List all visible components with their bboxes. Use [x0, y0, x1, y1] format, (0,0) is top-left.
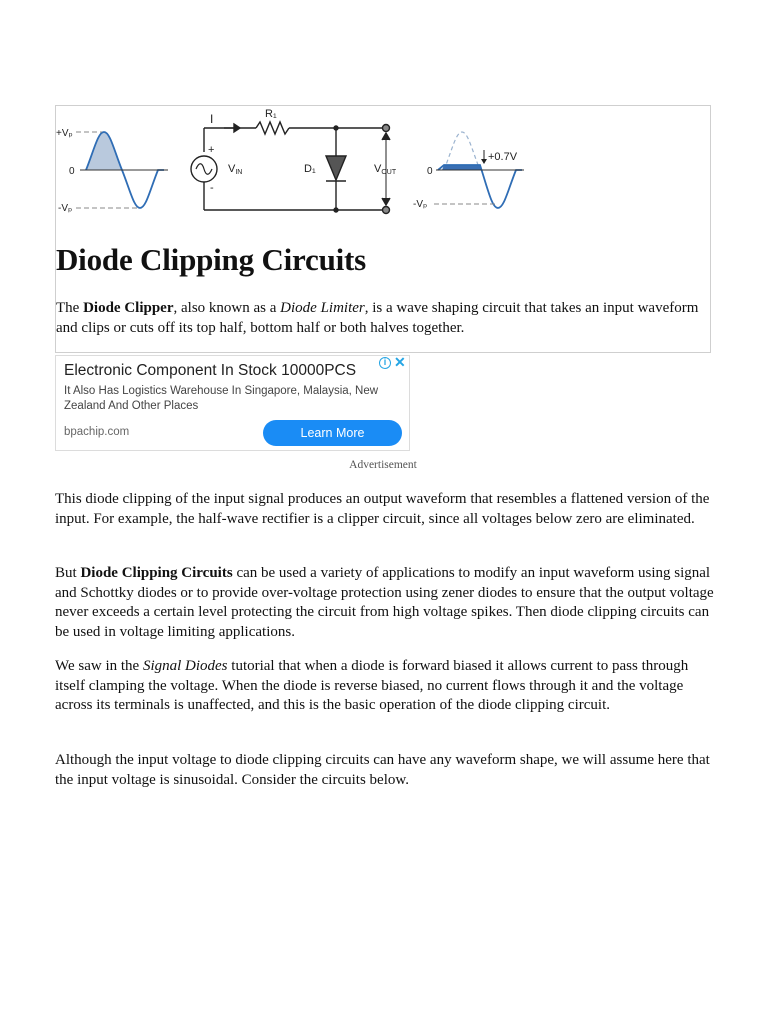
clipping-circuit-diagram [56, 106, 710, 236]
paragraph-1: This diode clipping of the input signal produces an output waveform that resembles a flattened version of the input. For example, the half-wave rectifier is a clipper circuit, since all voltages below zero are eliminated. [55, 491, 710, 527]
intro-text: , is a wave shaping circuit that takes an input waveform and clips or cuts off its top half, bottom half or both halves together. [56, 300, 699, 336]
signal-diodes-link[interactable]: Signal Diodes [142, 658, 228, 674]
paragraph-text: But [55, 565, 81, 581]
vin-label: VIN [228, 163, 243, 176]
paragraph-2 [55, 564, 715, 642]
ad-domain[interactable]: bpachip.com [64, 426, 130, 438]
output-sine-wave [438, 165, 522, 208]
source-minus-label: - [210, 182, 214, 194]
paragraph-4: Although the input voltage to diode clipping circuits can have any waveform shape, we will assume here that the input voltage is sinusoidal. Consider the circuits below. [55, 752, 710, 788]
output-clip-label: +0.7V [488, 151, 518, 163]
diode-d1 [326, 156, 346, 180]
paragraph-3 [55, 657, 715, 716]
output-terminal-top [383, 125, 390, 132]
input-waveform [56, 128, 168, 214]
input-plus-vp-label: +Vₚ [56, 128, 73, 139]
page-title: Diode Clipping Circuits [56, 242, 367, 277]
advertisement-banner[interactable] [55, 355, 410, 451]
input-positive-fill [86, 132, 122, 170]
paragraph-text: tutorial that when a diode is forward biased it allows current to pass through itself clamping the voltage. When the diode is reverse biased, no current flows through it and the voltage across its terminals is unaffected, and this is the basic operation of the diode clipping circuit. [55, 658, 689, 714]
vout-label: VOUT [374, 163, 397, 176]
resistor-label: R₁ [265, 108, 277, 120]
intro-text: , also known as a [173, 300, 281, 316]
intro-paragraph [56, 298, 706, 338]
intro-text: The [56, 300, 84, 316]
resistor-r1 [256, 122, 289, 134]
current-label: I [210, 112, 214, 126]
circuit [191, 122, 390, 214]
diode-label: D₁ [304, 163, 316, 175]
source-plus-label: + [208, 144, 215, 156]
advertisement-label: Advertisement [349, 459, 417, 471]
output-terminal-bottom [383, 207, 390, 214]
output-waveform [413, 132, 524, 210]
info-icon[interactable]: i [379, 357, 391, 369]
paragraph-text: can be used a variety of applications to modify an input waveform using signal and Schottky diodes or to provide over-voltage protection using zener diodes to ensure that the output voltage never exceeds a certain level protecting the circuit from high voltage spikes. Then diode clipping circuits can be used in voltage limiting applications. [55, 565, 714, 640]
intro-italic-term: Diode Limiter [280, 300, 365, 316]
close-icon[interactable]: ✕ [394, 354, 406, 370]
output-zero-label: 0 [427, 166, 433, 177]
ad-description: It Also Has Logistics Warehouse In Singapore, Malaysia, New Zealand And Other Places [64, 385, 379, 412]
input-minus-vp-label: -Vₚ [58, 203, 73, 214]
learn-more-button[interactable]: Learn More [263, 420, 402, 446]
paragraph-text: We saw in the [55, 658, 143, 674]
article-hero [55, 105, 711, 353]
output-minus-vp-label: -Vₚ [413, 199, 428, 210]
input-zero-label: 0 [69, 166, 75, 177]
intro-bold-term: Diode Clipper [83, 300, 174, 316]
ad-title[interactable]: Electronic Component In Stock 10000PCS [64, 362, 357, 379]
bold-term: Diode Clipping Circuits [80, 565, 233, 581]
